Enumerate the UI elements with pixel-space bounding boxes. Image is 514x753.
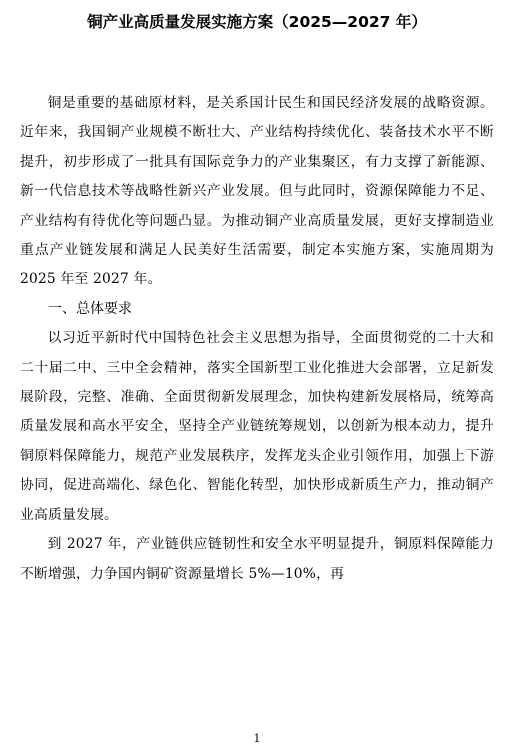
page-number: 1 bbox=[253, 732, 261, 745]
document-body bbox=[20, 89, 494, 589]
document-title: 铜产业高质量发展实施方案（2025—2027 年） bbox=[87, 13, 427, 31]
section-heading: 一、总体要求 bbox=[48, 300, 132, 317]
intro-paragraph: 铜是重要的基础原材料，是关系国计民生和国民经济发展的战略资源。近年来，我国铜产业规模不断壮大、产业结构持续优化、装备技术水平不断提升，初步形成了一批具有国际竞争力的产业集聚区，有力支撑了新能源、新一代信息技术等战略性新兴产业发展。但与此同时，资源保障能力不足、产业结构有待优化等问题凸显。为推动铜产业高质量发展，更好支撑制造业重点产业链发展和满足人民美好生活需要，制定本实施方案，实施周期为 2025 年至 2027 年。 bbox=[20, 95, 494, 288]
section-paragraph-2: 到 2027 年，产业链供应链韧性和安全水平明显提升，铜原料保障能力不断增强，力争国内铜矿资源量增长 5%—10%，再 bbox=[20, 536, 494, 582]
section-paragraph-1: 以习近平新时代中国特色社会主义思想为指导，全面贯彻党的二十大和二十届二中、三中全会精神，落实全国新型工业化推进大会部署，立足新发展阶段，完整、准确、全面贯彻新发展理念，加快构建新发展格局，统筹高质量发展和高水平安全，坚持全产业链统筹规划，以创新为根本动力，提升铜原料保障能力，规范产业发展秩序，发挥龙头企业引领作用，加强上下游协同，促进高端化、绿色化、智能化转型，加快形成新质生产力，推动铜产业高质量发展。 bbox=[20, 330, 494, 523]
